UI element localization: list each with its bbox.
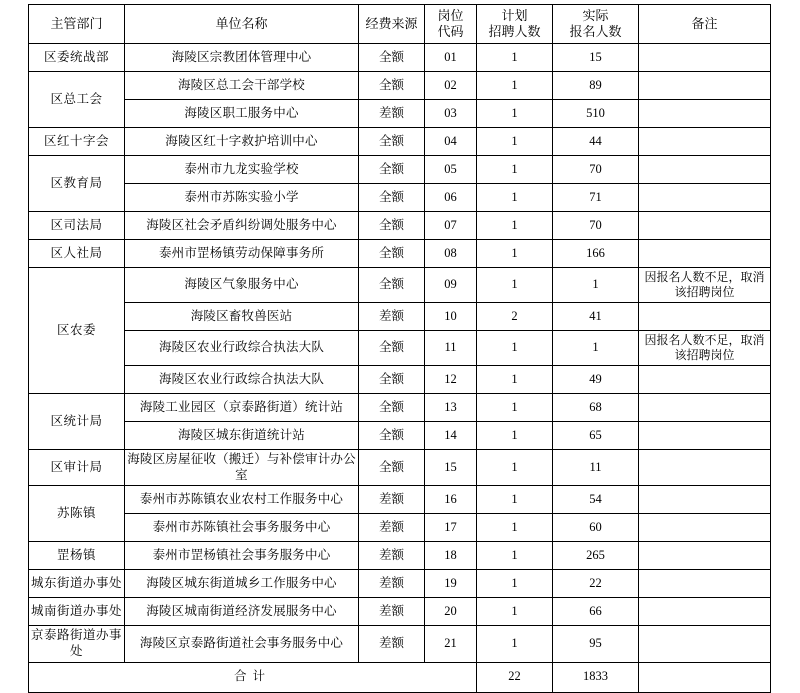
cell-applicant-count: 11 xyxy=(553,450,639,486)
cell-unit-name: 泰州市罡杨镇社会事务服务中心 xyxy=(125,542,359,570)
cell-planned-count: 1 xyxy=(477,184,553,212)
table-row xyxy=(29,212,771,240)
cell-funding-source: 差额 xyxy=(359,100,425,128)
header-unit: 单位名称 xyxy=(125,5,359,44)
cell-remark xyxy=(639,570,771,598)
cell-remark xyxy=(639,212,771,240)
cell-remark xyxy=(639,44,771,72)
cell-position-code: 20 xyxy=(425,598,477,626)
table-row xyxy=(29,626,771,662)
cell-applicant-count: 71 xyxy=(553,184,639,212)
cell-position-code: 19 xyxy=(425,570,477,598)
cell-position-code: 01 xyxy=(425,44,477,72)
header-plan-line2: 招聘人数 xyxy=(488,24,541,39)
table-row xyxy=(29,100,771,128)
cell-funding-source: 全额 xyxy=(359,184,425,212)
cell-applicant-count: 89 xyxy=(553,72,639,100)
cell-remark xyxy=(639,366,771,394)
cell-applicant-count: 49 xyxy=(553,366,639,394)
cell-position-code: 16 xyxy=(425,486,477,514)
cell-planned-count: 1 xyxy=(477,626,553,662)
cell-unit-name: 海陵区房屋征收（搬迁）与补偿审计办公室 xyxy=(125,450,359,486)
cell-remark xyxy=(639,486,771,514)
header-code-line2: 代码 xyxy=(437,24,464,39)
cell-remark xyxy=(639,422,771,450)
cell-remark xyxy=(639,394,771,422)
cell-unit-name: 海陵区总工会干部学校 xyxy=(125,72,359,100)
cell-unit-name: 海陵区职工服务中心 xyxy=(125,100,359,128)
header-note: 备注 xyxy=(639,5,771,44)
cell-unit-name: 海陵区京泰路街道社会事务服务中心 xyxy=(125,626,359,662)
cell-funding-source: 全额 xyxy=(359,240,425,268)
total-plan: 22 xyxy=(477,662,553,692)
cell-remark xyxy=(639,128,771,156)
cell-unit-name: 泰州市苏陈镇农业农村工作服务中心 xyxy=(125,486,359,514)
cell-funding-source: 全额 xyxy=(359,268,425,303)
header-code xyxy=(425,5,477,44)
cell-funding-source: 差额 xyxy=(359,514,425,542)
cell-position-code: 03 xyxy=(425,100,477,128)
cell-applicant-count: 22 xyxy=(553,570,639,598)
cell-unit-name: 海陵区社会矛盾纠纷调处服务中心 xyxy=(125,212,359,240)
cell-unit-name: 海陵区城东街道城乡工作服务中心 xyxy=(125,570,359,598)
cell-department: 区审计局 xyxy=(29,450,125,486)
cell-position-code: 10 xyxy=(425,303,477,331)
cell-funding-source: 全额 xyxy=(359,450,425,486)
cell-applicant-count: 265 xyxy=(553,542,639,570)
cell-planned-count: 1 xyxy=(477,44,553,72)
cell-position-code: 02 xyxy=(425,72,477,100)
cell-position-code: 06 xyxy=(425,184,477,212)
cell-planned-count: 1 xyxy=(477,542,553,570)
cell-funding-source: 全额 xyxy=(359,44,425,72)
cell-remark xyxy=(639,542,771,570)
table-header xyxy=(29,5,771,44)
header-plan xyxy=(477,5,553,44)
total-note xyxy=(639,662,771,692)
cell-position-code: 17 xyxy=(425,514,477,542)
cell-applicant-count: 60 xyxy=(553,514,639,542)
header-row xyxy=(29,5,771,44)
cell-position-code: 13 xyxy=(425,394,477,422)
cell-funding-source: 全额 xyxy=(359,128,425,156)
cell-department: 罡杨镇 xyxy=(29,542,125,570)
table-body xyxy=(29,44,771,693)
cell-planned-count: 1 xyxy=(477,331,553,366)
cell-department: 区统计局 xyxy=(29,394,125,450)
cell-department: 区教育局 xyxy=(29,156,125,212)
document-page xyxy=(0,4,800,684)
cell-planned-count: 1 xyxy=(477,394,553,422)
cell-applicant-count: 166 xyxy=(553,240,639,268)
cell-remark xyxy=(639,240,771,268)
cell-funding-source: 差额 xyxy=(359,303,425,331)
cell-planned-count: 2 xyxy=(477,303,553,331)
cell-unit-name: 海陵区宗教团体管理中心 xyxy=(125,44,359,72)
cell-remark xyxy=(639,72,771,100)
cell-department: 区人社局 xyxy=(29,240,125,268)
table-row xyxy=(29,72,771,100)
cell-applicant-count: 510 xyxy=(553,100,639,128)
cell-planned-count: 1 xyxy=(477,240,553,268)
cell-department: 区总工会 xyxy=(29,72,125,128)
cell-position-code: 12 xyxy=(425,366,477,394)
cell-funding-source: 全额 xyxy=(359,422,425,450)
cell-position-code: 15 xyxy=(425,450,477,486)
cell-applicant-count: 44 xyxy=(553,128,639,156)
cell-planned-count: 1 xyxy=(477,450,553,486)
header-apply-line1: 实际 xyxy=(582,7,609,23)
cell-position-code: 07 xyxy=(425,212,477,240)
cell-funding-source: 全额 xyxy=(359,156,425,184)
cell-department: 城东街道办事处 xyxy=(29,570,125,598)
cell-unit-name: 泰州市苏陈镇社会事务服务中心 xyxy=(125,514,359,542)
cell-funding-source: 差额 xyxy=(359,542,425,570)
cell-applicant-count: 15 xyxy=(553,44,639,72)
table-row xyxy=(29,422,771,450)
total-apply: 1833 xyxy=(553,662,639,692)
table-row xyxy=(29,303,771,331)
cell-applicant-count: 95 xyxy=(553,626,639,662)
cell-planned-count: 1 xyxy=(477,72,553,100)
cell-applicant-count: 54 xyxy=(553,486,639,514)
cell-applicant-count: 70 xyxy=(553,212,639,240)
table-row xyxy=(29,366,771,394)
cell-applicant-count: 41 xyxy=(553,303,639,331)
cell-planned-count: 1 xyxy=(477,212,553,240)
recruitment-table xyxy=(28,4,771,693)
cell-applicant-count: 1 xyxy=(553,268,639,303)
cell-remark: 因报名人数不足，取消该招聘岗位 xyxy=(639,331,771,366)
cell-funding-source: 差额 xyxy=(359,486,425,514)
header-code-line1: 岗位 xyxy=(437,7,464,23)
cell-department: 苏陈镇 xyxy=(29,486,125,542)
cell-position-code: 04 xyxy=(425,128,477,156)
cell-funding-source: 差额 xyxy=(359,626,425,662)
cell-position-code: 11 xyxy=(425,331,477,366)
cell-department: 区司法局 xyxy=(29,212,125,240)
table-row xyxy=(29,570,771,598)
cell-applicant-count: 70 xyxy=(553,156,639,184)
cell-funding-source: 差额 xyxy=(359,598,425,626)
header-apply xyxy=(553,5,639,44)
cell-funding-source: 全额 xyxy=(359,394,425,422)
cell-position-code: 18 xyxy=(425,542,477,570)
cell-remark xyxy=(639,598,771,626)
header-dept: 主管部门 xyxy=(29,5,125,44)
cell-department: 区农委 xyxy=(29,268,125,394)
table-row xyxy=(29,184,771,212)
table-row xyxy=(29,542,771,570)
cell-planned-count: 1 xyxy=(477,422,553,450)
cell-remark xyxy=(639,184,771,212)
cell-remark xyxy=(639,303,771,331)
cell-planned-count: 1 xyxy=(477,598,553,626)
table-row xyxy=(29,240,771,268)
cell-unit-name: 海陵区城南街道经济发展服务中心 xyxy=(125,598,359,626)
cell-unit-name: 海陵区农业行政综合执法大队 xyxy=(125,366,359,394)
cell-applicant-count: 1 xyxy=(553,331,639,366)
cell-unit-name: 海陵区红十字救护培训中心 xyxy=(125,128,359,156)
cell-planned-count: 1 xyxy=(477,156,553,184)
cell-remark xyxy=(639,100,771,128)
header-apply-line2: 报名人数 xyxy=(569,24,622,39)
cell-position-code: 05 xyxy=(425,156,477,184)
cell-position-code: 14 xyxy=(425,422,477,450)
total-label: 合计 xyxy=(29,662,477,692)
cell-remark: 因报名人数不足，取消该招聘岗位 xyxy=(639,268,771,303)
cell-department: 京泰路街道办事处 xyxy=(29,626,125,662)
table-row xyxy=(29,514,771,542)
table-row xyxy=(29,128,771,156)
cell-funding-source: 全额 xyxy=(359,331,425,366)
header-plan-line1: 计划 xyxy=(501,7,528,23)
cell-unit-name: 海陵工业园区（京泰路街道）统计站 xyxy=(125,394,359,422)
cell-planned-count: 1 xyxy=(477,268,553,303)
cell-funding-source: 全额 xyxy=(359,72,425,100)
cell-planned-count: 1 xyxy=(477,514,553,542)
cell-unit-name: 海陵区农业行政综合执法大队 xyxy=(125,331,359,366)
cell-position-code: 08 xyxy=(425,240,477,268)
table-row xyxy=(29,450,771,486)
cell-funding-source: 差额 xyxy=(359,570,425,598)
total-row xyxy=(29,662,771,692)
cell-applicant-count: 65 xyxy=(553,422,639,450)
table-row xyxy=(29,598,771,626)
cell-department: 区委统战部 xyxy=(29,44,125,72)
cell-unit-name: 海陵区畜牧兽医站 xyxy=(125,303,359,331)
cell-unit-name: 泰州市罡杨镇劳动保障事务所 xyxy=(125,240,359,268)
header-fund: 经费来源 xyxy=(359,5,425,44)
cell-unit-name: 海陵区气象服务中心 xyxy=(125,268,359,303)
cell-planned-count: 1 xyxy=(477,486,553,514)
cell-position-code: 21 xyxy=(425,626,477,662)
cell-department: 城南街道办事处 xyxy=(29,598,125,626)
table-row xyxy=(29,44,771,72)
cell-funding-source: 全额 xyxy=(359,212,425,240)
cell-applicant-count: 68 xyxy=(553,394,639,422)
table-row xyxy=(29,156,771,184)
cell-position-code: 09 xyxy=(425,268,477,303)
cell-unit-name: 泰州市九龙实验学校 xyxy=(125,156,359,184)
cell-unit-name: 泰州市苏陈实验小学 xyxy=(125,184,359,212)
cell-remark xyxy=(639,156,771,184)
cell-remark xyxy=(639,626,771,662)
table-row xyxy=(29,486,771,514)
cell-planned-count: 1 xyxy=(477,100,553,128)
cell-funding-source: 全额 xyxy=(359,366,425,394)
cell-unit-name: 海陵区城东街道统计站 xyxy=(125,422,359,450)
cell-planned-count: 1 xyxy=(477,128,553,156)
cell-remark xyxy=(639,450,771,486)
cell-remark xyxy=(639,514,771,542)
table-row xyxy=(29,394,771,422)
cell-planned-count: 1 xyxy=(477,366,553,394)
table-row xyxy=(29,331,771,366)
table-row xyxy=(29,268,771,303)
cell-department: 区红十字会 xyxy=(29,128,125,156)
cell-applicant-count: 66 xyxy=(553,598,639,626)
cell-planned-count: 1 xyxy=(477,570,553,598)
